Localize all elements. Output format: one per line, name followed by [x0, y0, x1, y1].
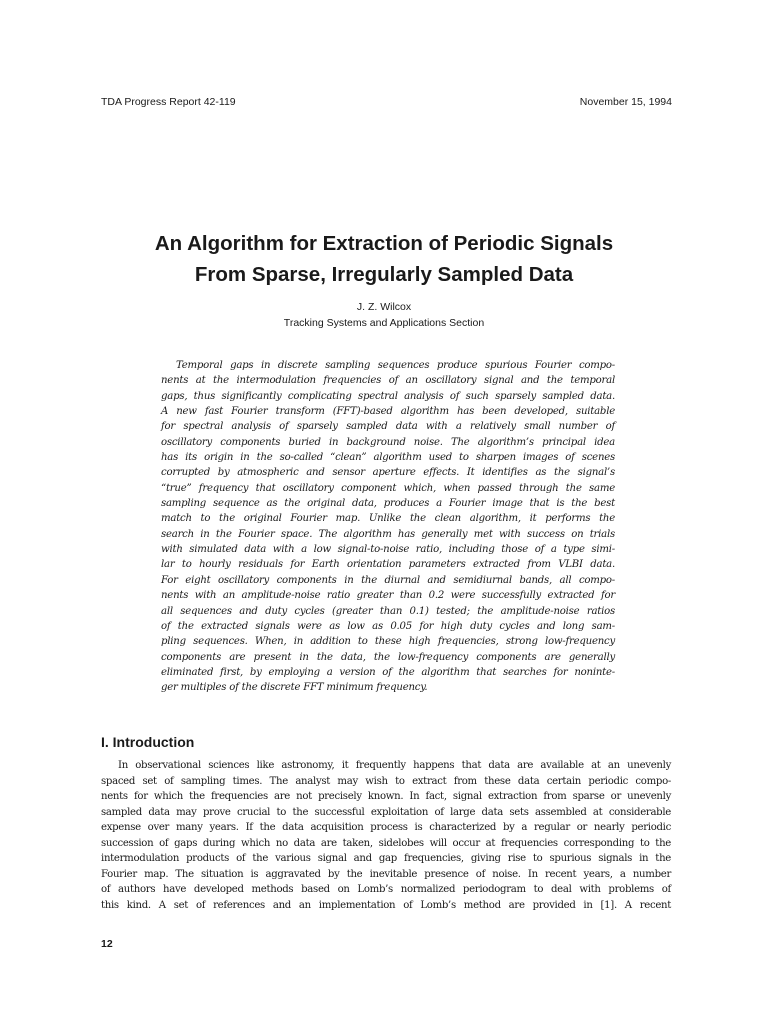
- abstract-line: A new fast Fourier transform (FFT)-based algorithm has been developed, suitable: [161, 406, 615, 418]
- author-affiliation: Tracking Systems and Applications Section: [283, 317, 485, 329]
- abstract-line: of the extracted signals were as low as 0.05 for high duty cycles and long sam-: [161, 620, 615, 632]
- abstract-line: with simulated data with a low signal-to-noise ratio, including those of a type simi-: [161, 544, 615, 556]
- abstract-line: gaps, thus significantly complicating spectral analysis of such sparsely sampled data.: [161, 390, 615, 402]
- title-line-1: An Algorithm for Extraction of Periodic Signals: [154, 232, 614, 255]
- abstract-line: pling sequences. When, in addition to these high frequencies, strong low-frequency: [161, 636, 615, 648]
- body-line: expense over many years. If the data acquisition process is characterized by a regular or nearly periodic: [101, 822, 671, 834]
- abstract-line: search in the Fourier space. The algorithm has generally met with success on trials: [161, 528, 615, 540]
- body-line: spaced set of sampling times. The analyst may wish to extract from these data certain periodic compo-: [101, 775, 671, 787]
- abstract-line: lar to hourly residuals for Earth orientation parameters extracted from VLBI data.: [161, 559, 615, 571]
- abstract-line: ger multiples of the discrete FFT minimum frequency.: [161, 682, 428, 694]
- abstract-line: match to the original Fourier map. Unlike the clean algorithm, it performs the: [161, 513, 615, 525]
- running-header-report: TDA Progress Report 42-119: [101, 96, 236, 108]
- body-line: this kind. A set of references and an implementation of Lomb’s method are provided in [1]. A recent: [101, 899, 671, 911]
- author-name: J. Z. Wilcox: [356, 301, 412, 313]
- abstract-line: For eight oscillatory components in the diurnal and semidiurnal bands, all compo-: [161, 574, 615, 586]
- abstract-line: nents at the intermodulation frequencies of an oscillatory signal and the temporal: [161, 375, 615, 387]
- abstract-line: for spectral analysis of sparsely sampled data with a relatively small number of: [161, 421, 615, 433]
- abstract-line: “true” frequency that oscillatory component which, when passed through the same: [161, 482, 615, 494]
- title-line-2: From Sparse, Irregularly Sampled Data: [194, 263, 574, 286]
- body-line: intermodulation products of the various signal and gap frequencies, giving rise to spurious signals in the: [101, 853, 671, 865]
- body-line: Fourier map. The situation is aggravated by the inevitable presence of noise. In recent years, a number: [101, 868, 671, 880]
- body-line: succession of gaps during which no data are taken, sidelobes will occur at frequencies corresponding to the: [101, 837, 671, 849]
- abstract-line: Temporal gaps in discrete sampling sequences produce spurious Fourier compo-: [176, 360, 615, 371]
- body-line: nents for which the frequencies are not precisely known. In fact, signal extraction from sparse or unevenly: [101, 791, 671, 803]
- abstract-line: has its origin in the so-called “clean” algorithm used to sharpen images of scenes: [161, 452, 615, 464]
- abstract-line: oscillatory components buried in background noise. The algorithm’s principal idea: [161, 436, 615, 448]
- abstract-line: eliminated first, by employing a version of the algorithm that searches for noninte-: [161, 666, 615, 678]
- running-header-date: November 15, 1994: [579, 96, 672, 108]
- paper-title: [84, 228, 684, 290]
- abstract-line: nents with an amplitude-noise ratio greater than 0.2 were successfully extracted for: [161, 590, 615, 602]
- abstract-line: sampling sequence as the original data, produces a Fourier image that is the best: [161, 498, 615, 510]
- body-line: In observational sciences like astronomy, it frequently happens that data are available at an unevenly: [118, 760, 671, 771]
- section-heading-introduction: I. Introduction: [101, 734, 195, 750]
- abstract-line: components are present in the data, the low-frequency components are generally: [161, 651, 615, 663]
- abstract-line: all sequences and duty cycles (greater than 0.1) tested; the amplitude-noise ratios: [161, 605, 615, 617]
- abstract-line: corrupted by atmospheric and sensor aperture effects. It identifies as the signal’s: [161, 467, 615, 479]
- page-number: 12: [101, 938, 113, 950]
- body-line: of authors have developed methods based on Lomb’s normalized periodogram to deal with problems of: [101, 884, 671, 896]
- body-line: sampled data may prove crucial to the successful exploitation of large data sets assembled at considerable: [101, 806, 671, 818]
- introduction-paragraph: [101, 758, 671, 913]
- abstract: [161, 358, 615, 696]
